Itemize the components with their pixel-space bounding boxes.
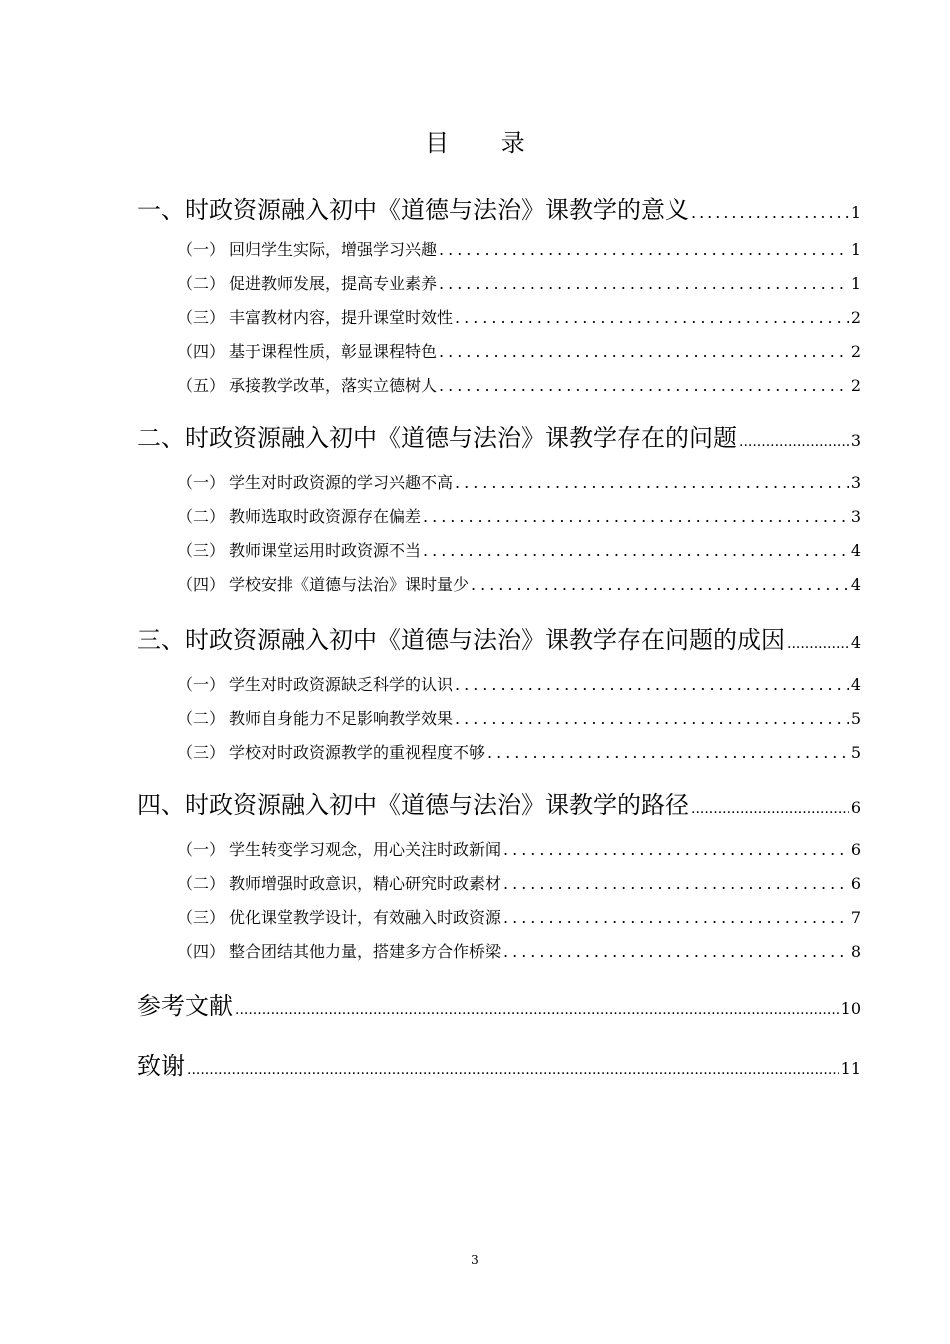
- toc-entry-prefix: （三）: [177, 908, 226, 927]
- toc-entry-1[interactable]: [137, 190, 861, 226]
- toc-entry-prefix: （三）: [177, 541, 226, 560]
- toc-entry-prefix: （四）: [177, 942, 226, 961]
- toc-entry-page: 6: [850, 874, 861, 893]
- toc-entry-label: 基于课程性质，彰显课程特色: [229, 342, 438, 361]
- toc-entry-2-1[interactable]: [177, 470, 861, 496]
- toc-entry-label: 促进教师发展，提高专业素养: [229, 274, 438, 293]
- toc-entry-page: 4: [850, 633, 861, 652]
- toc-entry-4-2[interactable]: [177, 871, 861, 897]
- toc-entry-2-4[interactable]: [177, 572, 861, 598]
- toc-entry-1-4[interactable]: [177, 339, 861, 365]
- toc-entry-label: 教师课堂运用时政资源不当: [229, 541, 422, 560]
- page-number: 3: [471, 1253, 479, 1267]
- toc-entry-page: 2: [850, 376, 861, 395]
- dot-leader: [691, 801, 849, 817]
- toc-entry-label: 承接教学改革，落实立德树人: [229, 376, 438, 395]
- toc-entry-prefix: （四）: [177, 575, 226, 594]
- toc-entry-page: 10: [840, 999, 861, 1018]
- toc-entry-label: 参考文献: [137, 992, 233, 1020]
- dot-leader: [503, 908, 849, 927]
- dot-leader: [787, 636, 849, 652]
- toc-entry-label: 教师选取时政资源存在偏差: [229, 507, 422, 526]
- dot-leader: [455, 308, 849, 327]
- dot-leader: [503, 840, 849, 859]
- toc-entry-page: 1: [850, 240, 861, 259]
- toc-entry-4-1[interactable]: [177, 837, 861, 863]
- dot-leader: [455, 675, 849, 694]
- toc-entry-1-1[interactable]: [177, 237, 861, 263]
- toc-entry-page: 6: [850, 840, 861, 859]
- toc-entry-prefix: （二）: [177, 874, 226, 893]
- toc-entry-references[interactable]: [137, 986, 861, 1022]
- toc-entry-label: 教师自身能力不足影响教学效果: [229, 709, 454, 728]
- toc-entry-page: 1: [850, 274, 861, 293]
- toc-entry-1-5[interactable]: [177, 373, 861, 399]
- toc-entry-label: 四、时政资源融入初中《道德与法治》课教学的路径: [137, 791, 689, 819]
- page-title: 目 录: [425, 129, 547, 157]
- toc-entry-4[interactable]: [137, 785, 861, 821]
- toc-entry-page: 3: [850, 431, 861, 450]
- toc-entry-prefix: （四）: [177, 342, 226, 361]
- toc-entry-label: 二、时政资源融入初中《道德与法治》课教学存在的问题: [137, 424, 737, 452]
- toc-entry-acknowledgements[interactable]: [137, 1046, 861, 1082]
- dot-leader: [439, 274, 849, 293]
- dot-leader: [455, 473, 849, 492]
- toc-entry-page: 11: [840, 1059, 861, 1078]
- toc-entry-label: 整合团结其他力量，搭建多方合作桥梁: [229, 942, 502, 961]
- toc-entry-prefix: （三）: [177, 308, 226, 327]
- toc-entry-label: 丰富教材内容，提升课堂时效性: [229, 308, 454, 327]
- toc-entry-3-3[interactable]: [177, 740, 861, 766]
- dot-leader: [739, 434, 849, 450]
- toc-entry-page: 5: [850, 743, 861, 762]
- toc-entry-label: 教师增强时政意识，精心研究时政素材: [229, 874, 502, 893]
- toc-entry-prefix: （一）: [177, 473, 226, 492]
- toc-entry-prefix: （五）: [177, 376, 226, 395]
- toc-entry-label: 三、时政资源融入初中《道德与法治》课教学存在问题的成因: [137, 626, 785, 654]
- toc-entry-page: 7: [850, 908, 861, 927]
- toc-entry-page: 2: [850, 342, 861, 361]
- dot-leader: [187, 1062, 839, 1078]
- toc-entry-label: 学校安排《道德与法治》课时量少: [229, 575, 470, 594]
- toc-entry-label: 优化课堂教学设计，有效融入时政资源: [229, 908, 502, 927]
- toc-entry-label: 学生对时政资源的学习兴趣不高: [229, 473, 454, 492]
- toc-entry-page: 4: [850, 575, 861, 594]
- toc-entry-4-4[interactable]: [177, 939, 861, 965]
- toc-entry-page: 4: [850, 675, 861, 694]
- toc-entry-prefix: （二）: [177, 274, 226, 293]
- dot-leader: [423, 541, 849, 560]
- toc-entry-label: 回归学生实际，增强学习兴趣: [229, 240, 438, 259]
- dot-leader: [503, 942, 849, 961]
- toc-entry-label: 学生转变学习观念，用心关注时政新闻: [229, 840, 502, 859]
- toc-entry-label: 学校对时政资源教学的重视程度不够: [229, 743, 486, 762]
- toc-entry-page: 5: [850, 709, 861, 728]
- dot-leader: [471, 575, 849, 594]
- toc-entry-prefix: （三）: [177, 743, 226, 762]
- dot-leader: [487, 743, 849, 762]
- toc-entry-3[interactable]: [137, 620, 861, 656]
- toc-entry-3-2[interactable]: [177, 706, 861, 732]
- toc-entry-page: 3: [850, 507, 861, 526]
- toc-entry-page: 8: [850, 942, 861, 961]
- toc-entry-4-3[interactable]: [177, 905, 861, 931]
- toc-entry-prefix: （二）: [177, 507, 226, 526]
- toc-entry-2-3[interactable]: [177, 538, 861, 564]
- dot-leader: [423, 507, 849, 526]
- dot-leader: [455, 709, 849, 728]
- toc-entry-prefix: （一）: [177, 675, 226, 694]
- toc-entry-label: 一、时政资源融入初中《道德与法治》课教学的意义: [137, 196, 689, 224]
- toc-entry-page: 6: [850, 798, 861, 817]
- toc-entry-page: 1: [850, 203, 861, 222]
- toc-entry-page: 4: [850, 541, 861, 560]
- dot-leader: [503, 874, 849, 893]
- toc-entry-prefix: （一）: [177, 840, 226, 859]
- toc-entry-page: 3: [850, 473, 861, 492]
- toc-entry-page: 2: [850, 308, 861, 327]
- toc-entry-prefix: （一）: [177, 240, 226, 259]
- toc-entry-2[interactable]: [137, 418, 861, 454]
- toc-entry-label: 致谢: [137, 1052, 185, 1080]
- toc-entry-1-2[interactable]: [177, 271, 861, 297]
- dot-leader: [439, 376, 849, 395]
- toc-entry-label: 学生对时政资源缺乏科学的认识: [229, 675, 454, 694]
- dot-leader: [439, 342, 849, 361]
- toc-entry-1-3[interactable]: [177, 305, 861, 331]
- toc-entry-3-1[interactable]: [177, 672, 861, 698]
- toc-entry-2-2[interactable]: [177, 504, 861, 530]
- dot-leader: [235, 1002, 839, 1018]
- dot-leader: [439, 240, 849, 259]
- toc-entry-prefix: （二）: [177, 709, 226, 728]
- dot-leader: [691, 203, 849, 222]
